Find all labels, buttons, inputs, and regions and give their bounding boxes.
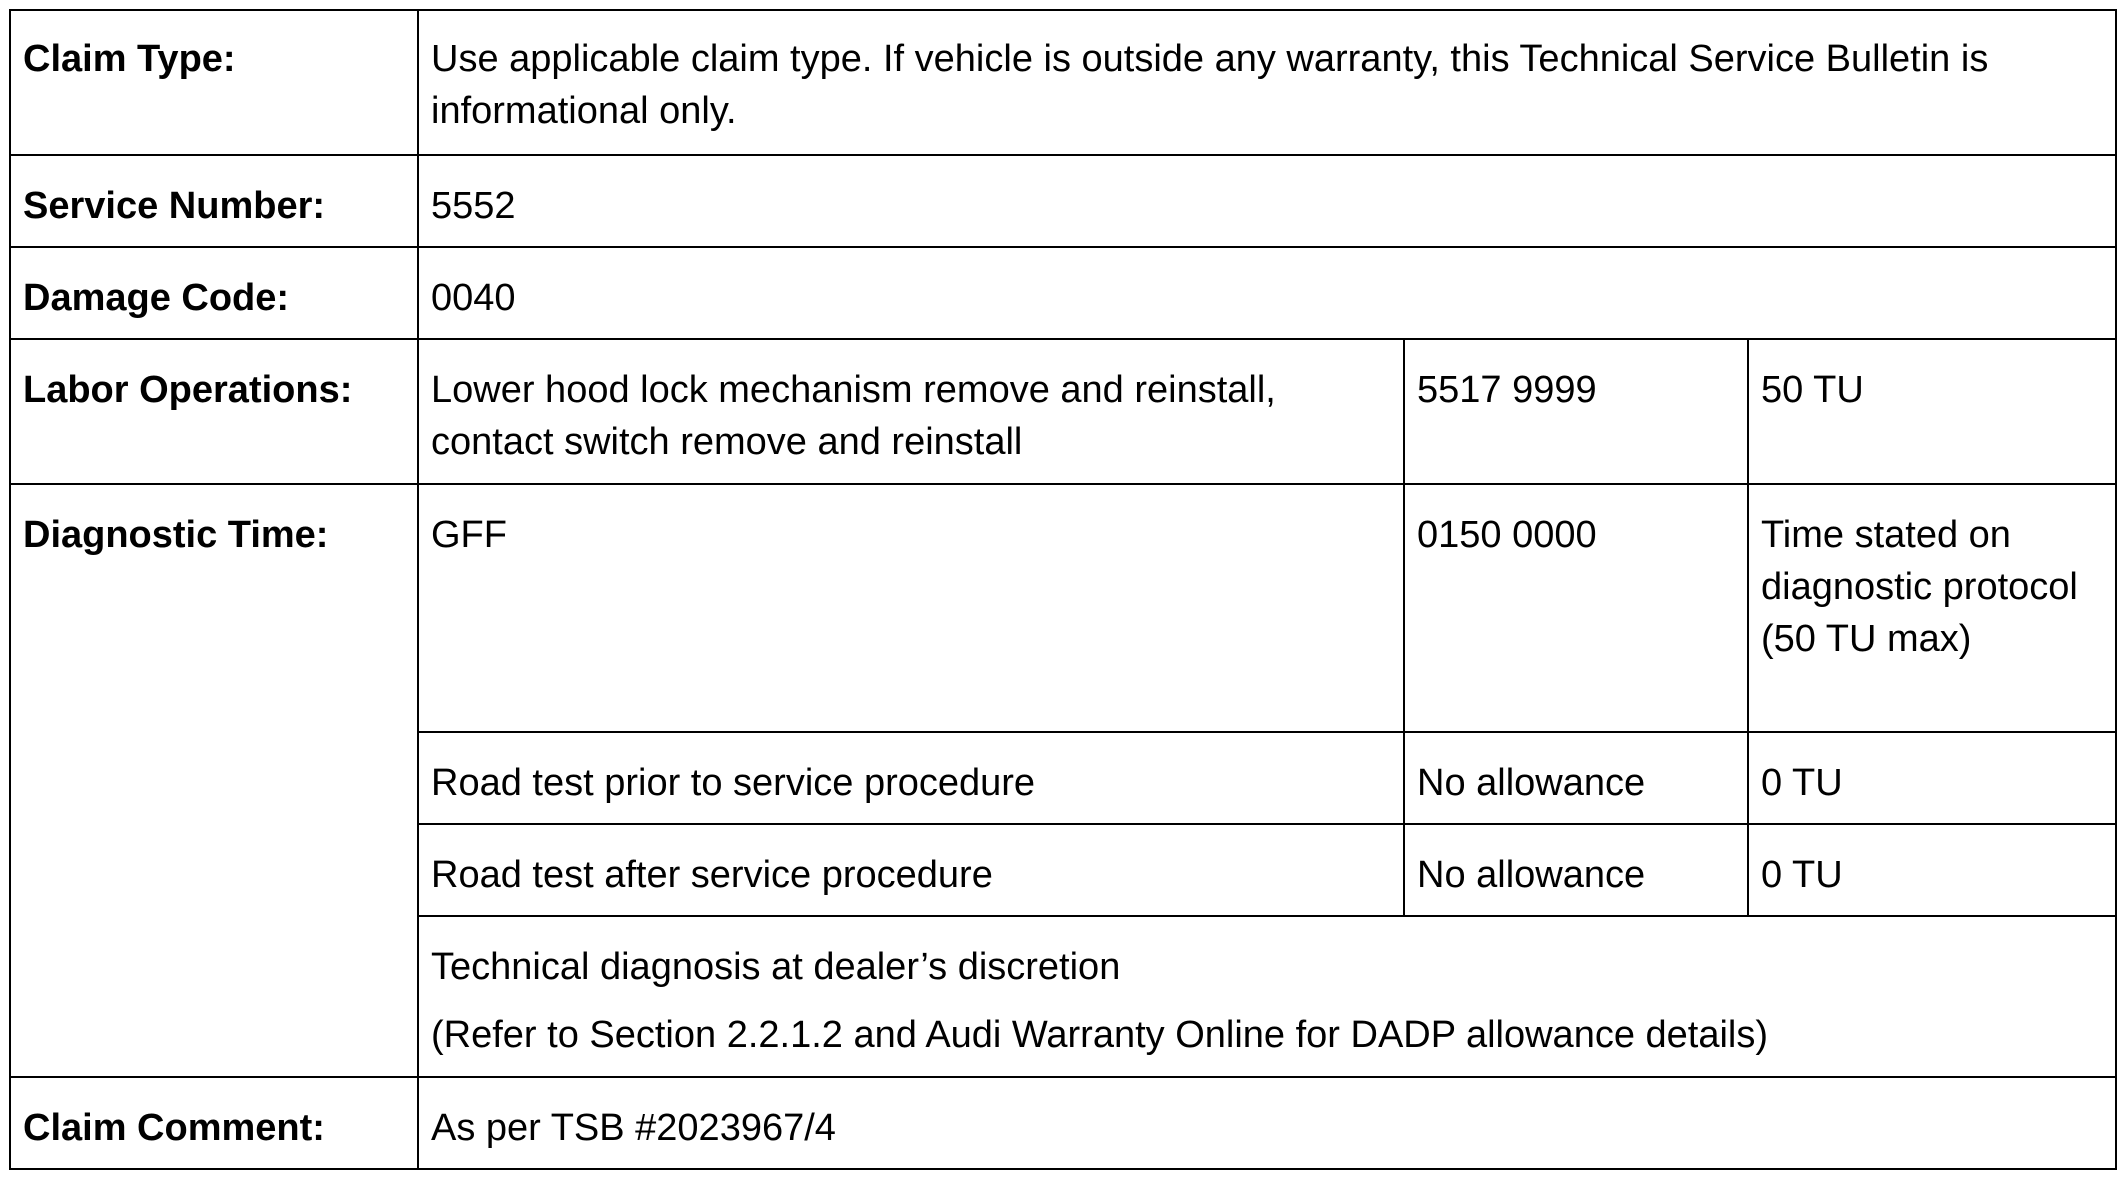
claim-comment-value: As per TSB #2023967/4: [418, 1077, 2116, 1169]
road-test-after-description: Road test after service procedure: [418, 824, 1404, 916]
service-number-row: [10, 155, 2116, 247]
damage-code-value: 0040: [418, 247, 2116, 339]
road-test-prior-description: Road test prior to service procedure: [418, 732, 1404, 824]
road-test-after-number: No allowance: [1404, 824, 1748, 916]
claim-comment-row: [10, 1077, 2116, 1169]
diagnostic-row-description: GFF: [418, 484, 1404, 732]
diagnostic-time-label: Diagnostic Time:: [10, 484, 418, 1077]
diagnostic-time-row: [10, 484, 2116, 732]
technical-diagnosis-note: Technical diagnosis at dealer’s discretion: [431, 946, 1121, 988]
road-test-after-time: 0 TU: [1748, 824, 2116, 916]
labor-operations-time: 50 TU: [1748, 339, 2116, 484]
claim-info-table: [9, 9, 2117, 1170]
technical-diagnosis-cell: [418, 916, 2116, 1077]
damage-code-label: Damage Code:: [10, 247, 418, 339]
claim-type-row: [10, 10, 2116, 155]
labor-operations-label: Labor Operations:: [10, 339, 418, 484]
service-number-value: 5552: [418, 155, 2116, 247]
road-test-prior-time: 0 TU: [1748, 732, 2116, 824]
claim-comment-label: Claim Comment:: [10, 1077, 418, 1169]
labor-operations-number: 5517 9999: [1404, 339, 1748, 484]
labor-operations-description: Lower hood lock mechanism remove and reinstall, contact switch remove and reinstall: [418, 339, 1404, 484]
damage-code-row: [10, 247, 2116, 339]
road-test-prior-number: No allowance: [1404, 732, 1748, 824]
claim-type-label: Claim Type:: [10, 10, 418, 155]
dadp-reference-note: (Refer to Section 2.2.1.2 and Audi Warranty Online for DADP allowance details): [431, 1014, 1769, 1056]
diagnostic-row-time: Time stated on diagnostic protocol (50 TU max): [1748, 484, 2116, 732]
claim-type-value: Use applicable claim type. If vehicle is outside any warranty, this Technical Service Bulletin is informational only.: [418, 10, 2116, 155]
diagnostic-row-number: 0150 0000: [1404, 484, 1748, 732]
labor-operations-row: [10, 339, 2116, 484]
service-number-label: Service Number:: [10, 155, 418, 247]
